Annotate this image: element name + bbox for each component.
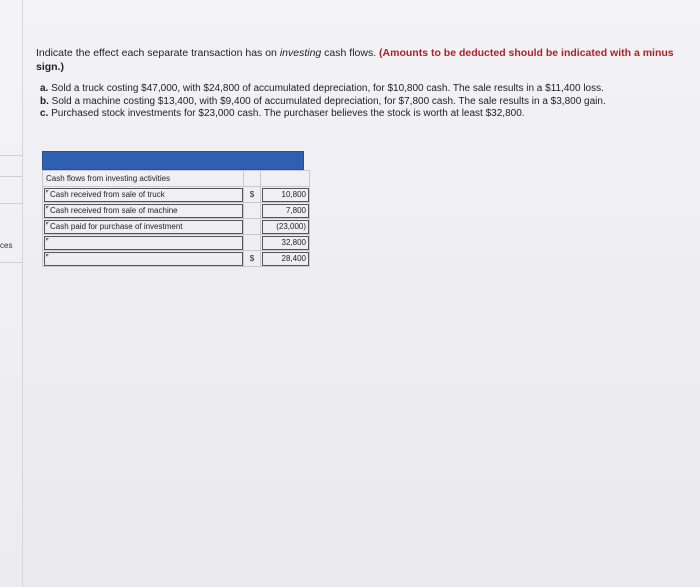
amount-input[interactable]: 7,800 <box>261 203 310 219</box>
transaction-item <box>40 83 690 96</box>
cell-marker-icon <box>46 222 49 225</box>
transaction-list <box>40 83 690 121</box>
left-margin-rail <box>0 0 23 587</box>
instruction-note-dark: sign.) <box>36 61 64 73</box>
cell-marker-icon <box>46 190 49 193</box>
transaction-letter: b. <box>40 95 49 107</box>
investing-cash-flow-table <box>42 151 304 267</box>
transaction-letter: c. <box>40 108 49 119</box>
instruction-prefix: Indicate the effect each separate transaction has on <box>36 47 280 59</box>
rail-divider <box>0 176 22 177</box>
rail-divider <box>0 155 22 156</box>
table-row <box>43 219 310 235</box>
rail-divider <box>0 262 22 263</box>
row-label-text: Cash received from sale of machine <box>50 206 178 215</box>
transaction-text: Sold a truck costing $47,000, with $24,800 of accumulated depreciation, for $10,800 cash. The sale results in a $11,400 loss. <box>51 83 604 94</box>
transaction-item <box>40 108 690 121</box>
row-label-select[interactable] <box>43 219 244 235</box>
transaction-item <box>40 96 690 109</box>
instruction-note-red: (Amounts to be deducted should be indicated with a minus <box>379 47 674 59</box>
row-label-select[interactable] <box>43 235 244 251</box>
cell-marker-icon <box>46 238 49 241</box>
table-row <box>43 251 310 267</box>
side-label[interactable]: ces <box>0 241 13 250</box>
table-title: Cash flows from investing activities <box>43 171 244 187</box>
transaction-text: Purchased stock investments for $23,000 cash. The purchaser believes the stock is worth at least $32,800. <box>51 108 525 119</box>
table-header-bar <box>42 151 304 170</box>
currency-symbol <box>244 203 261 219</box>
transaction-text: Sold a machine costing $13,400, with $9,400 of accumulated depreciation, for $7,800 cash. The sale results in a $3,800 gain. <box>51 95 606 107</box>
table-row <box>43 187 310 203</box>
cell-marker-icon <box>46 206 49 209</box>
amount-input[interactable]: (23,000) <box>261 219 310 235</box>
table-row <box>43 235 310 251</box>
currency-cell <box>244 171 261 187</box>
row-label-text: Cash paid for purchase of investment <box>50 222 183 231</box>
row-label-select[interactable] <box>43 203 244 219</box>
row-label-select[interactable] <box>43 187 244 203</box>
row-label-text: Cash received from sale of truck <box>50 190 165 199</box>
currency-symbol: $ <box>244 251 261 267</box>
amount-input[interactable]: 32,800 <box>261 235 310 251</box>
row-label-select[interactable] <box>43 251 244 267</box>
currency-symbol <box>244 219 261 235</box>
amount-input[interactable]: 10,800 <box>261 187 310 203</box>
rail-divider <box>0 203 22 204</box>
currency-symbol <box>244 235 261 251</box>
cell-marker-icon <box>46 254 49 257</box>
amount-cell <box>261 171 310 187</box>
instruction-emphasis: investing <box>279 47 322 59</box>
total-amount[interactable]: 28,400 <box>261 251 310 267</box>
table-row <box>43 203 310 219</box>
cash-flow-grid <box>42 170 310 267</box>
instruction-middle: cash flows. <box>321 47 380 59</box>
currency-symbol: $ <box>244 187 261 203</box>
question-instruction <box>36 46 686 74</box>
table-title-row <box>43 171 310 187</box>
transaction-letter: a. <box>40 83 49 94</box>
